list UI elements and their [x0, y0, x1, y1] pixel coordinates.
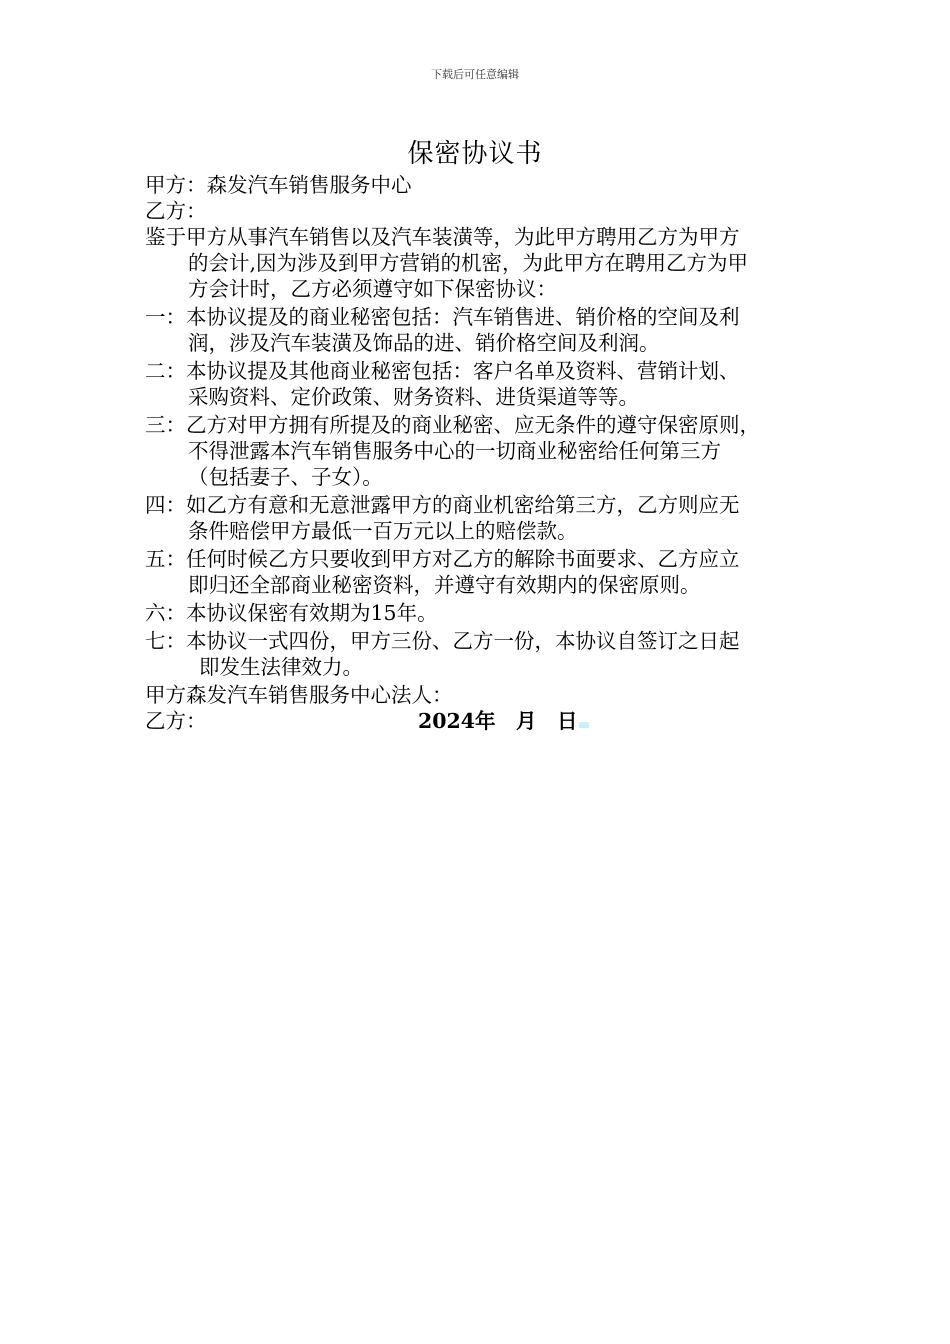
- clause-line: 四：如乙方有意和无意泄露甲方的商业机密给第三方，乙方则应无: [145, 493, 740, 517]
- clause-1: [145, 304, 825, 356]
- clause-line: 采购资料、定价政策、财务资料、进货渠道等等。: [188, 385, 639, 409]
- clause-4: [145, 492, 825, 544]
- clause-line: 一：本协议提及的商业秘密包括：汽车销售进、销价格的空间及利: [145, 305, 740, 329]
- clause-7: [145, 628, 825, 680]
- clause-line: 五：任何时候乙方只要收到甲方对乙方的解除书面要求、乙方应立: [145, 547, 740, 571]
- header-note: 下载后可任意编辑: [431, 68, 519, 81]
- clause-2: [145, 358, 825, 410]
- preamble-line: 的会计,因为涉及到甲方营销的机密，为此甲方在聘用乙方为甲: [188, 251, 749, 275]
- preamble: [145, 224, 825, 302]
- preamble-line: 方会计时，乙方必须遵守如下保密协议：: [188, 277, 557, 301]
- clause-line: 二：本协议提及其他商业秘密包括：客户名单及资料、营销计划、: [145, 359, 740, 383]
- clause-5: [145, 546, 825, 598]
- clause-line: 即发生法律效力。: [199, 655, 363, 679]
- party-b-line: 乙方：: [145, 199, 207, 223]
- clause-line: 即归还全部商业秘密资料，并遵守有效期内的保密原则。: [188, 573, 701, 597]
- clause-line: 润，涉及汽车装潢及饰品的进、销价格空间及利润。: [188, 331, 660, 355]
- signature-party-a: 甲方森发汽车销售服务中心法人：: [145, 683, 453, 707]
- document-body: [145, 172, 825, 738]
- signature-party-b-row: [145, 708, 825, 738]
- clause-line: 六：本协议保密有效期为15年。: [145, 601, 438, 625]
- clause-line: 条件赔偿甲方最低一百万元以上的赔偿款。: [188, 519, 578, 543]
- clause-line: （包括妻子、子女）。: [188, 465, 383, 489]
- clause-line: 三：乙方对甲方拥有所提及的商业秘密、应无条件的遵守保密原则，: [145, 413, 760, 437]
- signature-date: 2024年 月 日: [418, 709, 578, 733]
- preamble-line: 鉴于甲方从事汽车销售以及汽车装潢等，为此甲方聘用乙方为甲方: [145, 225, 740, 249]
- clause-6: [145, 600, 825, 626]
- document-title: 保密协议书: [407, 139, 543, 169]
- party-a-line: 甲方：森发汽车销售服务中心: [145, 173, 412, 197]
- signature-date-wrap: [418, 708, 589, 734]
- text-cursor-marker: [579, 722, 589, 728]
- clause-3: [145, 412, 825, 490]
- signature-party-b-label: 乙方：: [145, 709, 207, 733]
- clause-line: 不得泄露本汽车销售服务中心的一切商业秘密给任何第三方: [188, 439, 721, 463]
- clause-line: 七：本协议一式四份，甲方三份、乙方一份，本协议自签订之日起: [145, 629, 740, 653]
